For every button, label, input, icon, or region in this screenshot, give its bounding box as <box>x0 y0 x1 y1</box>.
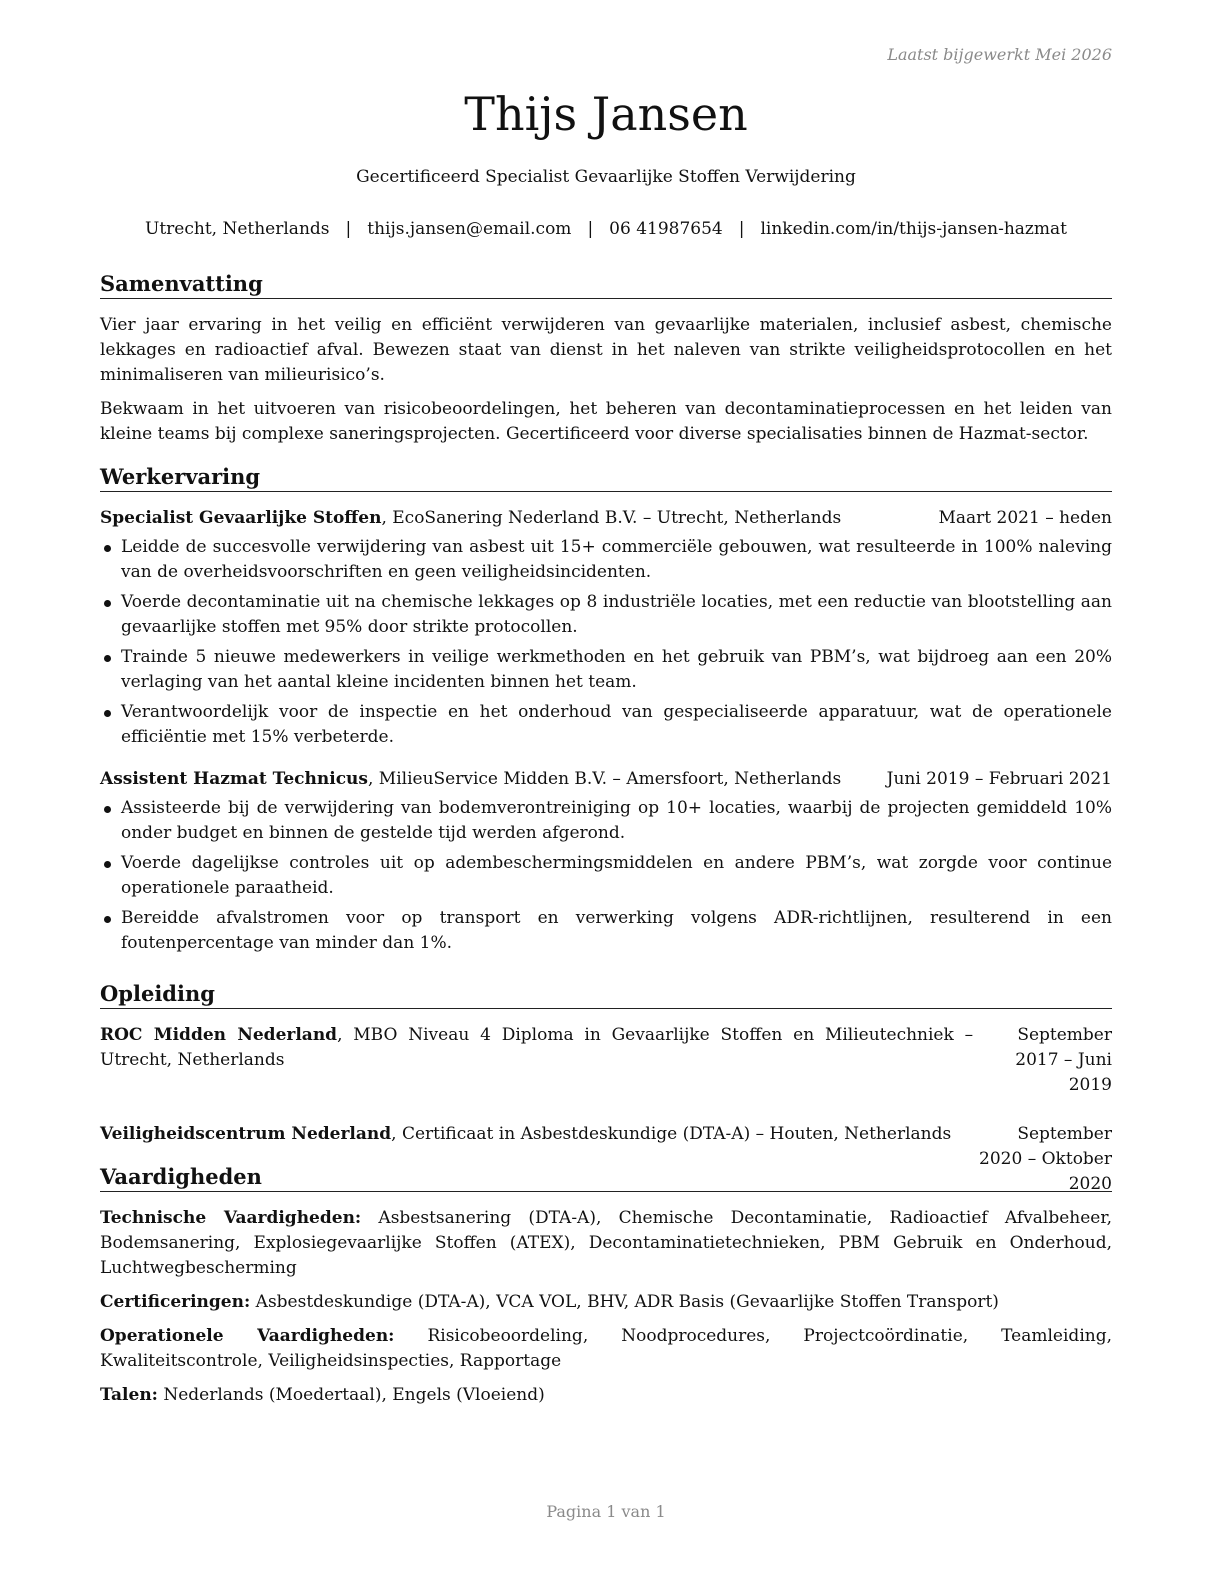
job-header <box>100 506 1112 531</box>
bullet-text: Leidde de succesvolle verwijdering van asbest uit 15+ commerciële gebouwen, wat resulteerde in 100% naleving van de overheidsvoorschriften en geen veiligheidsincidenten. <box>121 537 1112 582</box>
skill-row <box>100 1324 1112 1374</box>
contact-linkedin[interactable]: linkedin.com/in/thijs-jansen-hazmat <box>760 219 1067 239</box>
education-school: Veiligheidscentrum Nederland <box>100 1124 392 1144</box>
contact-separator: | <box>345 219 352 239</box>
list-item <box>100 535 1112 585</box>
job-bullets <box>100 535 1112 750</box>
contact-separator: | <box>738 219 745 239</box>
bullet-icon <box>104 545 111 552</box>
bullet-text: Voerde dagelijkse controles uit op adembeschermingsmiddelen en andere PBM’s, wat zorgde voor continue operationele paraatheid. <box>121 853 1112 898</box>
skill-row <box>100 1383 1112 1408</box>
last-updated: Laatst bijgewerkt Mei 2026 <box>887 45 1112 64</box>
skill-row <box>100 1206 1112 1281</box>
bullet-icon <box>104 600 111 607</box>
list-item <box>100 645 1112 695</box>
summary-section <box>100 271 1112 447</box>
job-header <box>100 767 1112 792</box>
section-title: Werkervaring <box>100 464 1112 492</box>
skill-label: Technische Vaardigheden: <box>100 1208 362 1228</box>
summary-paragraph: Vier jaar ervaring in het veilig en efficiënt verwijderen van gevaarlijke materialen, inclusief asbest, chemische lekkages en radioactief afval. Bewezen staat van dienst in het naleven van strikte veiligheidsprotocollen en het minimaliseren van milieurisico’s. <box>100 315 1112 385</box>
list-item <box>100 851 1112 901</box>
job-dates: Maart 2021 – heden <box>938 508 1112 528</box>
bullet-text: Voerde decontaminatie uit na chemische lekkages op 8 industriële locaties, met een reductie van blootstelling aan gevaarlijke stoffen met 95% door strikte protocollen. <box>121 592 1112 637</box>
education-detail: , MBO Niveau 4 Diploma in Gevaarlijke Stoffen en Milieutechniek – Utrecht, Netherlands <box>100 1025 974 1070</box>
list-item <box>100 700 1112 750</box>
list-item <box>100 906 1112 956</box>
skill-value: Nederlands (Moedertaal), Engels (Vloeiend) <box>157 1385 545 1405</box>
list-item <box>100 796 1112 846</box>
job-role: Assistent Hazmat Technicus <box>100 769 368 789</box>
bullet-icon <box>104 916 111 923</box>
summary-paragraph: Bekwaam in het uitvoeren van risicobeoordelingen, het beheren van decontaminatieprocessen en het leiden van kleine teams bij complexe saneringsprojecten. Gecertificeerd voor diverse specialisaties binnen de Hazmat-sector. <box>100 399 1112 444</box>
contact-separator: | <box>587 219 594 239</box>
education-detail: , Certificaat in Asbestdeskundige (DTA-A) – Houten, Netherlands <box>391 1124 952 1144</box>
skill-value: Risicobeoordeling, Noodprocedures, Projectcoördinatie, Teamleiding, Kwaliteitscontrole, Veiligheidsinspecties, Rapportage <box>100 1326 1112 1371</box>
bullet-text: Trainde 5 nieuwe medewerkers in veilige werkmethoden en het gebruik van PBM’s, wat bijdroeg aan een 20% verlaging van het aantal kleine incidenten binnen het team. <box>121 647 1112 692</box>
contact-location: Utrecht, Netherlands <box>145 219 330 239</box>
skill-label: Operationele Vaardigheden: <box>100 1326 395 1346</box>
job-company: , EcoSanering Nederland B.V. – Utrecht, Netherlands <box>381 508 842 528</box>
contact-line <box>100 219 1112 239</box>
bullet-icon <box>104 710 111 717</box>
job-entry <box>100 767 1112 956</box>
bullet-text: Verantwoordelijk voor de inspectie en het onderhoud van gespecialiseerde apparatuur, wat de operationele efficiëntie met 15% verbeterde. <box>121 702 1112 747</box>
headline: Gecertificeerd Specialist Gevaarlijke Stoffen Verwijdering <box>356 167 856 187</box>
section-title: Samenvatting <box>100 271 1112 299</box>
bullet-icon <box>104 655 111 662</box>
bullet-icon <box>104 806 111 813</box>
page-number: Pagina 1 van 1 <box>546 1502 666 1521</box>
list-item <box>100 590 1112 640</box>
bullet-icon <box>104 861 111 868</box>
bullet-text: Bereidde afvalstromen voor op transport en verwerking volgens ADR-richtlijnen, resulterend in een foutenpercentage van minder dan 1%. <box>121 908 1112 953</box>
section-title: Opleiding <box>100 981 1112 1009</box>
skill-value: Asbestdeskundige (DTA-A), VCA VOL, BHV, ADR Basis (Gevaarlijke Stoffen Transport) <box>250 1292 999 1312</box>
job-bullets <box>100 796 1112 956</box>
skill-value: Asbestsanering (DTA-A), Chemische Decontaminatie, Radioactief Afvalbeheer, Bodemsanering, Explosiegevaarlijke Stoffen (ATEX), Decontaminatietechnieken, PBM Gebruik en Onderhoud, Luchtwegbescherming <box>100 1208 1112 1278</box>
skill-row <box>100 1290 1112 1315</box>
section-title: Vaardigheden <box>100 1164 1112 1192</box>
bullet-text: Assisteerde bij de verwijdering van bodemverontreiniging op 10+ locaties, waarbij de projecten gemiddeld 10% onder budget en binnen de gestelde tijd werden afgerond. <box>121 798 1112 843</box>
skills-section <box>100 1164 1112 1408</box>
education-school: ROC Midden Nederland <box>100 1025 338 1045</box>
skill-label: Talen: <box>100 1385 158 1405</box>
candidate-name: Thijs Jansen <box>464 87 748 141</box>
education-entry <box>100 1023 1112 1098</box>
contact-phone: 06 41987654 <box>609 219 723 239</box>
job-entry <box>100 506 1112 750</box>
job-role: Specialist Gevaarlijke Stoffen <box>100 508 382 528</box>
contact-email[interactable]: thijs.jansen@email.com <box>367 219 572 239</box>
job-dates: Juni 2019 – Februari 2021 <box>886 769 1112 789</box>
education-dates: September 2017 – Juni 2019 <box>1015 1025 1112 1095</box>
experience-section <box>100 464 1112 961</box>
education-dates: September 2020 – Oktober 2020 <box>979 1124 1112 1194</box>
job-company: , MilieuService Midden B.V. – Amersfoort, Netherlands <box>368 769 842 789</box>
skill-label: Certificeringen: <box>100 1292 251 1312</box>
